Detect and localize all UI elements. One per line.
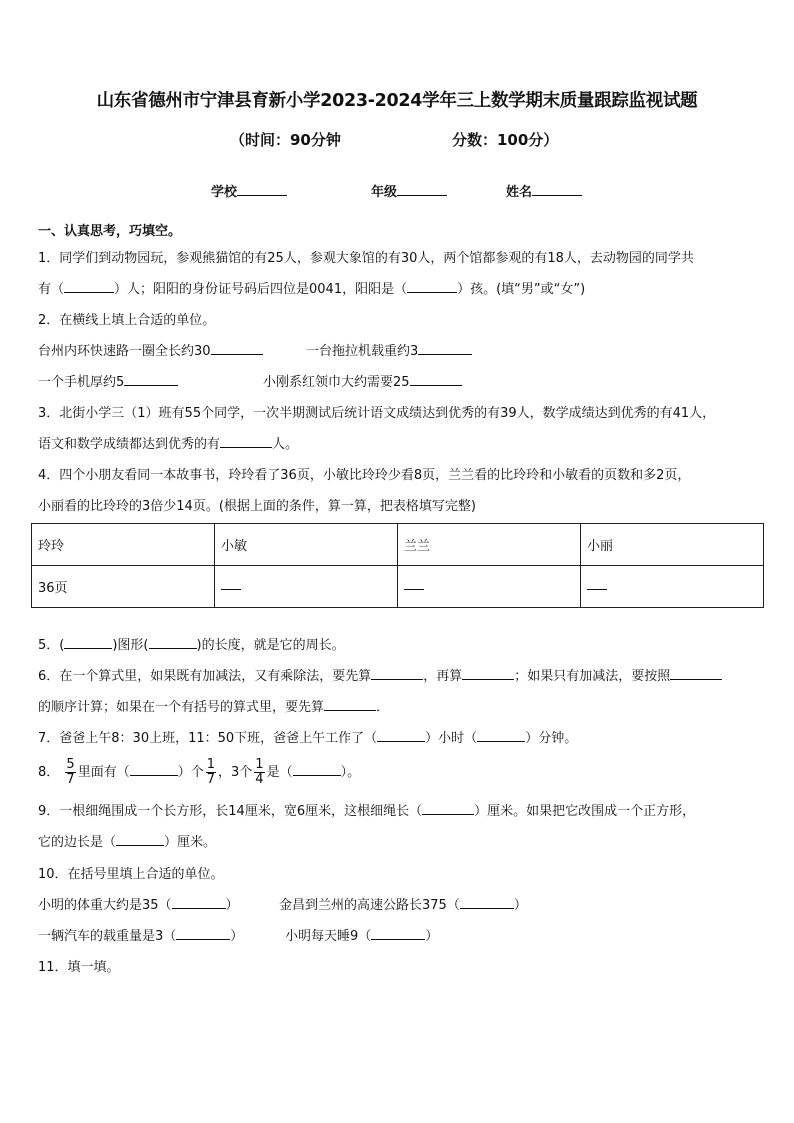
q4-header-cell: 兰兰 [398,524,581,566]
q10-text-c2: ） [230,929,244,944]
q9-text-a: 9．一根细绳围成一个长方形，长14厘米，宽6厘米，这根细绳长（ [38,804,423,819]
answer-blank[interactable] [587,581,607,590]
fraction-denominator: 7 [206,772,216,787]
q2-text-a: 台州内环快速路一圈全长约30 [38,344,211,359]
q8-text-f: ）。 [340,765,361,780]
q1-text-a: 有（ [38,282,65,297]
q10-blank-b[interactable] [460,908,514,909]
q7-line [38,730,577,748]
q5-blank-1[interactable] [64,648,112,649]
q4-table-header-row [32,524,764,566]
q10-blank-c[interactable] [176,939,230,940]
q8-text-c: ）个 [177,765,204,780]
school-label: 学校 [211,185,238,200]
q2-title: 2．在横线上填上合适的单位。 [38,313,216,328]
q9-line2 [38,834,216,852]
q8-text-b: 里面有（ [77,765,130,780]
q8-line [38,757,360,789]
q6-blank-3[interactable] [670,679,722,680]
grade-blank[interactable] [397,195,447,196]
q1-blank-2[interactable] [407,292,457,293]
q6-line1 [38,668,722,686]
fraction-numerator: 1 [206,757,216,772]
q6-text-c: ；如果只有加减法，要按照 [514,669,671,684]
q4-value-cell: 36页 [32,566,215,608]
q9-blank-1[interactable] [422,814,474,815]
q11-title: 11．填一填。 [38,960,120,975]
q4-table [31,523,764,608]
q6-text-a: 6．在一个算式里，如果既有加减法，又有乘除法，要先算 [38,669,372,684]
fraction-1-4 [254,758,264,787]
q1-blank-1[interactable] [64,292,114,293]
q2-item-d [263,374,462,392]
q6-blank-2[interactable] [462,679,514,680]
fraction-numerator: 5 [66,757,75,772]
q10-text-b1: 金昌到兰州的高速公路长375（ [279,898,460,913]
fraction-denominator: 7 [66,772,75,787]
grade-label: 年级 [371,185,398,200]
q4-header-cell: 玲玲 [32,524,215,566]
q10-text-a2: ） [225,898,239,913]
exam-time: （时间：90分钟 [230,131,341,149]
q4-answer-cell[interactable] [215,566,398,608]
q9-blank-2[interactable] [116,845,164,846]
q3-line1: 3．北街小学三（1）班有55个同学，一次半期测试后统计语文成绩达到优秀的有39人，数学成绩达到优秀的有41人， [38,406,716,421]
q4-line1: 4．四个小朋友看同一本故事书，玲玲看了36页，小敏比玲玲少看8页，兰兰看的比玲玲和小敏看的页数和多2页， [38,468,691,483]
q3-blank[interactable] [220,447,272,448]
q2-blank-d[interactable] [410,385,462,386]
q10-item-b [279,897,527,915]
q2-blank-b[interactable] [418,354,472,355]
q10-text-d2: ） [425,929,439,944]
answer-blank[interactable] [404,581,424,590]
q3-text-b: 人。 [272,437,299,452]
q2-item-a [38,343,263,361]
school-blank[interactable] [237,195,287,196]
q10-text-b2: ） [513,898,527,913]
q10-title: 10．在括号里填上合适的单位。 [38,867,224,882]
q6-text-e: ． [376,700,390,715]
q9-line1 [38,803,695,821]
section-heading: 一、认真思考，巧填空。 [38,224,182,239]
q7-text-c: ）分钟。 [525,731,578,746]
school-field [211,181,287,200]
q1-text-b: ）人；阳阳的身份证号码后四位是0041，阳阳是（ [114,282,408,297]
q2-text-d: 小刚系红领巾大约需要25 [263,375,410,390]
q10-item-d [285,928,438,946]
q4-table-value-row [32,566,764,608]
q6-line2 [38,699,389,717]
q3-line2 [38,436,298,454]
q4-line2: 小丽看的比玲玲的3倍少14页。(根据上面的条件，算一算，把表格填写完整) [38,499,476,514]
q6-blank-4[interactable] [324,710,376,711]
q8-text-a: 8． [38,765,60,780]
q6-text-d: 的顺序计算；如果在一个有括号的算式里，要先算 [38,700,325,715]
q10-text-c1: 一辆汽车的载重量是3（ [38,929,177,944]
q2-item-c [38,374,178,392]
fraction-5-7 [65,758,75,787]
name-field [506,181,582,200]
name-blank[interactable] [532,195,582,196]
page-title: 山东省德州市宁津县育新小学2023-2024学年三上数学期末质量跟踪监视试题 [96,91,698,111]
fraction-numerator: 1 [255,757,264,772]
q5-text-a: 5．( [38,638,65,653]
q10-blank-d[interactable] [371,939,425,940]
q8-text-d: ，3个 [218,765,253,780]
q6-text-b: ，再算 [423,669,463,684]
q7-blank-1[interactable] [377,741,425,742]
q9-text-c: 它的边长是（ [38,835,117,850]
answer-blank[interactable] [221,581,241,590]
q2-item-b [306,343,472,361]
fraction-1-7 [206,758,216,787]
q8-text-e: 是（ [266,765,293,780]
q5-line [38,637,345,655]
exam-score: 分数：100分） [452,131,559,149]
q1-text-c: ）孩。(填“男”或“女”) [457,282,586,297]
q5-blank-2[interactable] [149,648,197,649]
name-label: 姓名 [506,185,533,200]
q4-header-cell: 小敏 [215,524,398,566]
q5-text-b: )图形( [112,638,149,653]
q6-blank-1[interactable] [371,679,423,680]
grade-field [371,181,447,200]
q2-blank-a[interactable] [211,354,263,355]
q4-header-cell: 小丽 [581,524,764,566]
q1-line2 [38,281,585,299]
q10-text-d1: 小明每天睡9（ [285,929,372,944]
q4-answer-cell[interactable] [581,566,764,608]
q9-text-b: ）厘米。如果把它改围成一个正方形， [474,804,696,819]
q2-blank-c[interactable] [124,385,178,386]
q8-blank-2[interactable] [293,775,341,776]
q7-text-b: ）小时（ [425,731,478,746]
q1-line1: 1．同学们到动物园玩，参观熊猫馆的有25人，参观大象馆的有30人，两个馆都参观的有18人，去动物园的同学共 [38,251,694,266]
q2-text-c: 一个手机厚约5 [38,375,125,390]
q4-answer-cell[interactable] [398,566,581,608]
q10-item-a [38,897,239,915]
q5-text-c: )的长度，就是它的周长。 [196,638,345,653]
q10-text-a1: 小明的体重大约是35（ [38,898,172,913]
fraction-denominator: 4 [255,772,264,787]
q10-item-c [38,928,243,946]
q7-blank-2[interactable] [477,741,525,742]
q3-text-a: 语文和数学成绩都达到优秀的有 [38,437,221,452]
q10-blank-a[interactable] [172,908,226,909]
q9-text-d: ）厘米。 [164,835,217,850]
q8-blank-1[interactable] [130,775,178,776]
q7-text-a: 7．爸爸上午8：30上班，11：50下班，爸爸上午工作了（ [38,731,378,746]
q2-text-b: 一台拖拉机载重约3 [306,344,419,359]
